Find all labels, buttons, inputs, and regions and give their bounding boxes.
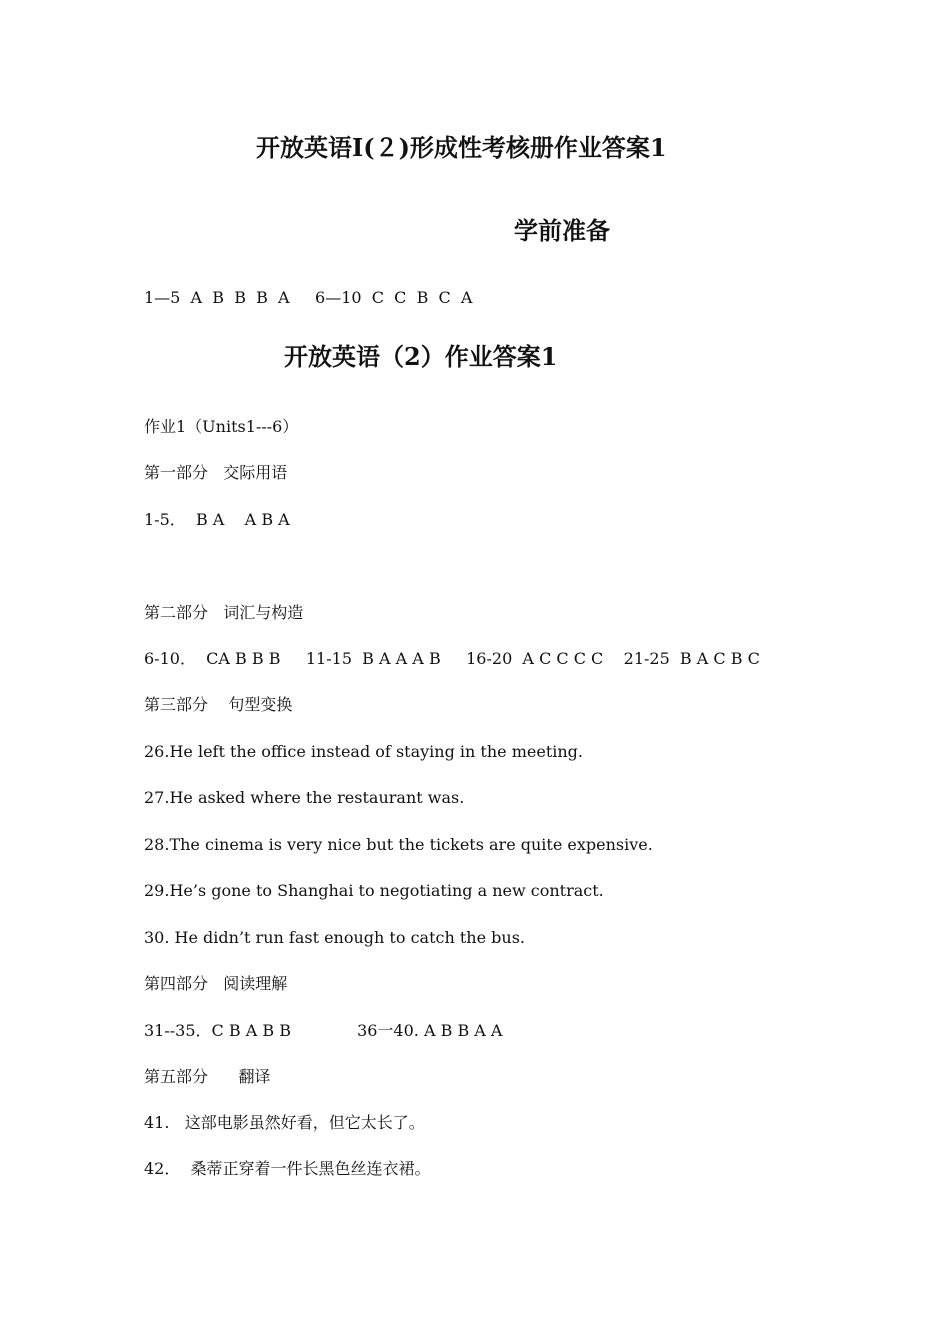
part4-heading: 第四部分 阅读理解 <box>144 974 288 993</box>
preparation-heading: 学前准备 <box>514 216 610 245</box>
part1-answers: 1-5． B A A B A <box>144 510 290 529</box>
part5-translation: 42． 桑蒂正穿着一件长黑色丝连衣裙。 <box>144 1159 431 1178</box>
preparation-answers: 1—5 A B B B A 6—10 C C B C A <box>144 288 473 307</box>
answers-title: 开放英语（2）作业答案1 <box>284 342 558 371</box>
part3-sentence: 28.The cinema is very nice but the tickets are quite expensive. <box>144 835 653 854</box>
part3-sentence: 29.He’s gone to Shanghai to negotiating a new contract. <box>144 881 604 900</box>
part2-heading: 第二部分 词汇与构造 <box>144 603 304 622</box>
main-title: 开放英语I(２)形成性考核册作业答案1 <box>256 133 667 162</box>
part3-heading: 第三部分 句型变换 <box>144 695 293 714</box>
part2-answers: 6-10． CA B B B 11-15 B A A A B 16-20 A C C C C 21-25 B A C B C <box>144 649 760 668</box>
part3-sentence: 27.He asked where the restaurant was. <box>144 788 465 807</box>
part5-translation: 41. 这部电影虽然好看，但它太长了。 <box>144 1113 425 1132</box>
part3-sentence: 26.He left the office instead of staying in the meeting. <box>144 742 583 761</box>
part5-heading: 第五部分 翻译 <box>144 1067 271 1086</box>
part4-answers: 31--35．C B A B B 36一40. A B B A A <box>144 1021 503 1040</box>
part1-heading: 第一部分 交际用语 <box>144 463 288 482</box>
assignment-label: 作业1（Units1---6） <box>144 417 299 436</box>
part3-sentence: 30. He didn’t run fast enough to catch the bus. <box>144 928 525 947</box>
